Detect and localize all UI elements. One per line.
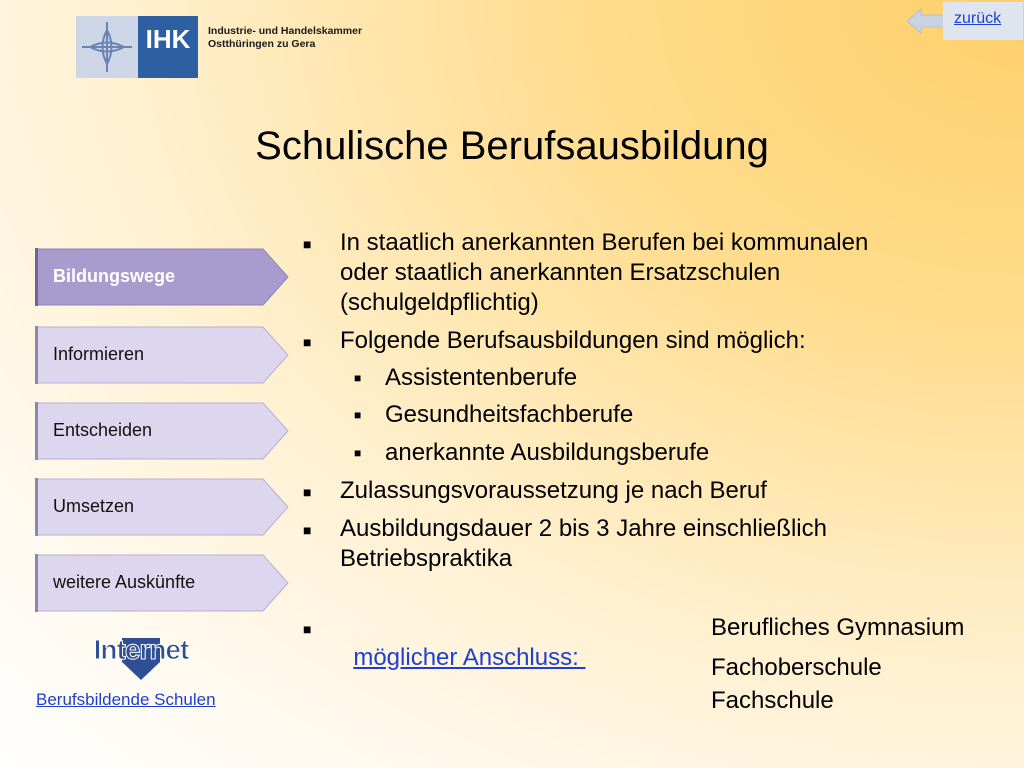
- page-title: Schulische Berufsausbildung: [255, 124, 769, 168]
- nav-label-umsetzen: Umsetzen: [53, 496, 135, 516]
- nav-label-entscheiden: Entscheiden: [53, 420, 153, 440]
- sub-bullet-text: Gesundheitsfachberufe: [385, 401, 634, 428]
- back-link[interactable]: zurück: [954, 10, 1002, 27]
- bullet-text: [340, 514, 827, 574]
- bullet-marker: ■: [303, 621, 312, 637]
- nav-label-weitere-auskuenfte: weitere Auskünfte: [53, 572, 196, 592]
- nav-item-umsetzen[interactable]: [35, 478, 289, 536]
- back-arrow-icon: [905, 4, 945, 38]
- bullet-text: Folgende Berufsausbildungen sind möglich:: [340, 327, 806, 354]
- ihk-abbr: IHK: [145, 24, 191, 54]
- nav-item-informieren[interactable]: [35, 326, 289, 384]
- bullet-marker: ■: [303, 522, 312, 538]
- nav-item-bildungswege[interactable]: [35, 248, 289, 306]
- nav-label-bildungswege: Bildungswege: [53, 266, 176, 286]
- bullet-line: Ausbildungsdauer 2 bis 3 Jahre einschließlich: [340, 515, 827, 542]
- sub-bullet-marker: ■: [354, 408, 362, 422]
- ihk-badge: [138, 16, 198, 78]
- anschluss-option: Berufliches Gymnasium: [711, 614, 965, 641]
- nav-item-entscheiden[interactable]: [35, 402, 289, 460]
- anschluss-option: Fachschule: [711, 687, 834, 714]
- anschluss-option: Fachoberschule: [711, 654, 882, 681]
- nav-label-informieren: Informieren: [53, 344, 145, 364]
- bullet-text: Zulassungsvoraussetzung je nach Beruf: [340, 477, 767, 504]
- bullet-line: Betriebspraktika: [340, 545, 513, 572]
- ihk-emblem-icon: [76, 16, 138, 78]
- internet-logo: [84, 632, 198, 682]
- ihk-logo: [76, 16, 366, 78]
- bullet-marker: ■: [303, 484, 312, 500]
- sub-bullet-marker: ■: [354, 446, 362, 460]
- berufsbildende-schulen-link[interactable]: Berufsbildende Schulen: [36, 690, 216, 709]
- bullet-line: (schulgeldpflichtig): [340, 289, 539, 316]
- nav-item-weitere-auskuenfte[interactable]: [35, 554, 289, 612]
- bullet-marker: ■: [303, 334, 312, 350]
- bullet-text: [340, 228, 868, 318]
- back-button[interactable]: [905, 2, 1023, 40]
- bullet-line: oder staatlich anerkannten Ersatzschulen: [340, 259, 781, 286]
- sub-bullet-marker: ■: [354, 371, 362, 385]
- bullet-marker: ■: [303, 236, 312, 252]
- bullet-line: In staatlich anerkannten Berufen bei kommunalen: [340, 229, 869, 256]
- internet-label: Internet: [93, 634, 189, 665]
- ihk-full-name: [208, 25, 362, 51]
- anschluss-link[interactable]: möglicher Anschluss:: [353, 644, 586, 671]
- anschluss-link-wrapper: [340, 613, 585, 673]
- sub-bullet-text: anerkannte Ausbildungsberufe: [385, 439, 710, 466]
- ihk-name-line2: Ostthüringen zu Gera: [208, 38, 316, 50]
- sub-bullet-text: Assistentenberufe: [385, 364, 578, 391]
- ihk-name-line1: Industrie- und Handelskammer: [208, 25, 363, 37]
